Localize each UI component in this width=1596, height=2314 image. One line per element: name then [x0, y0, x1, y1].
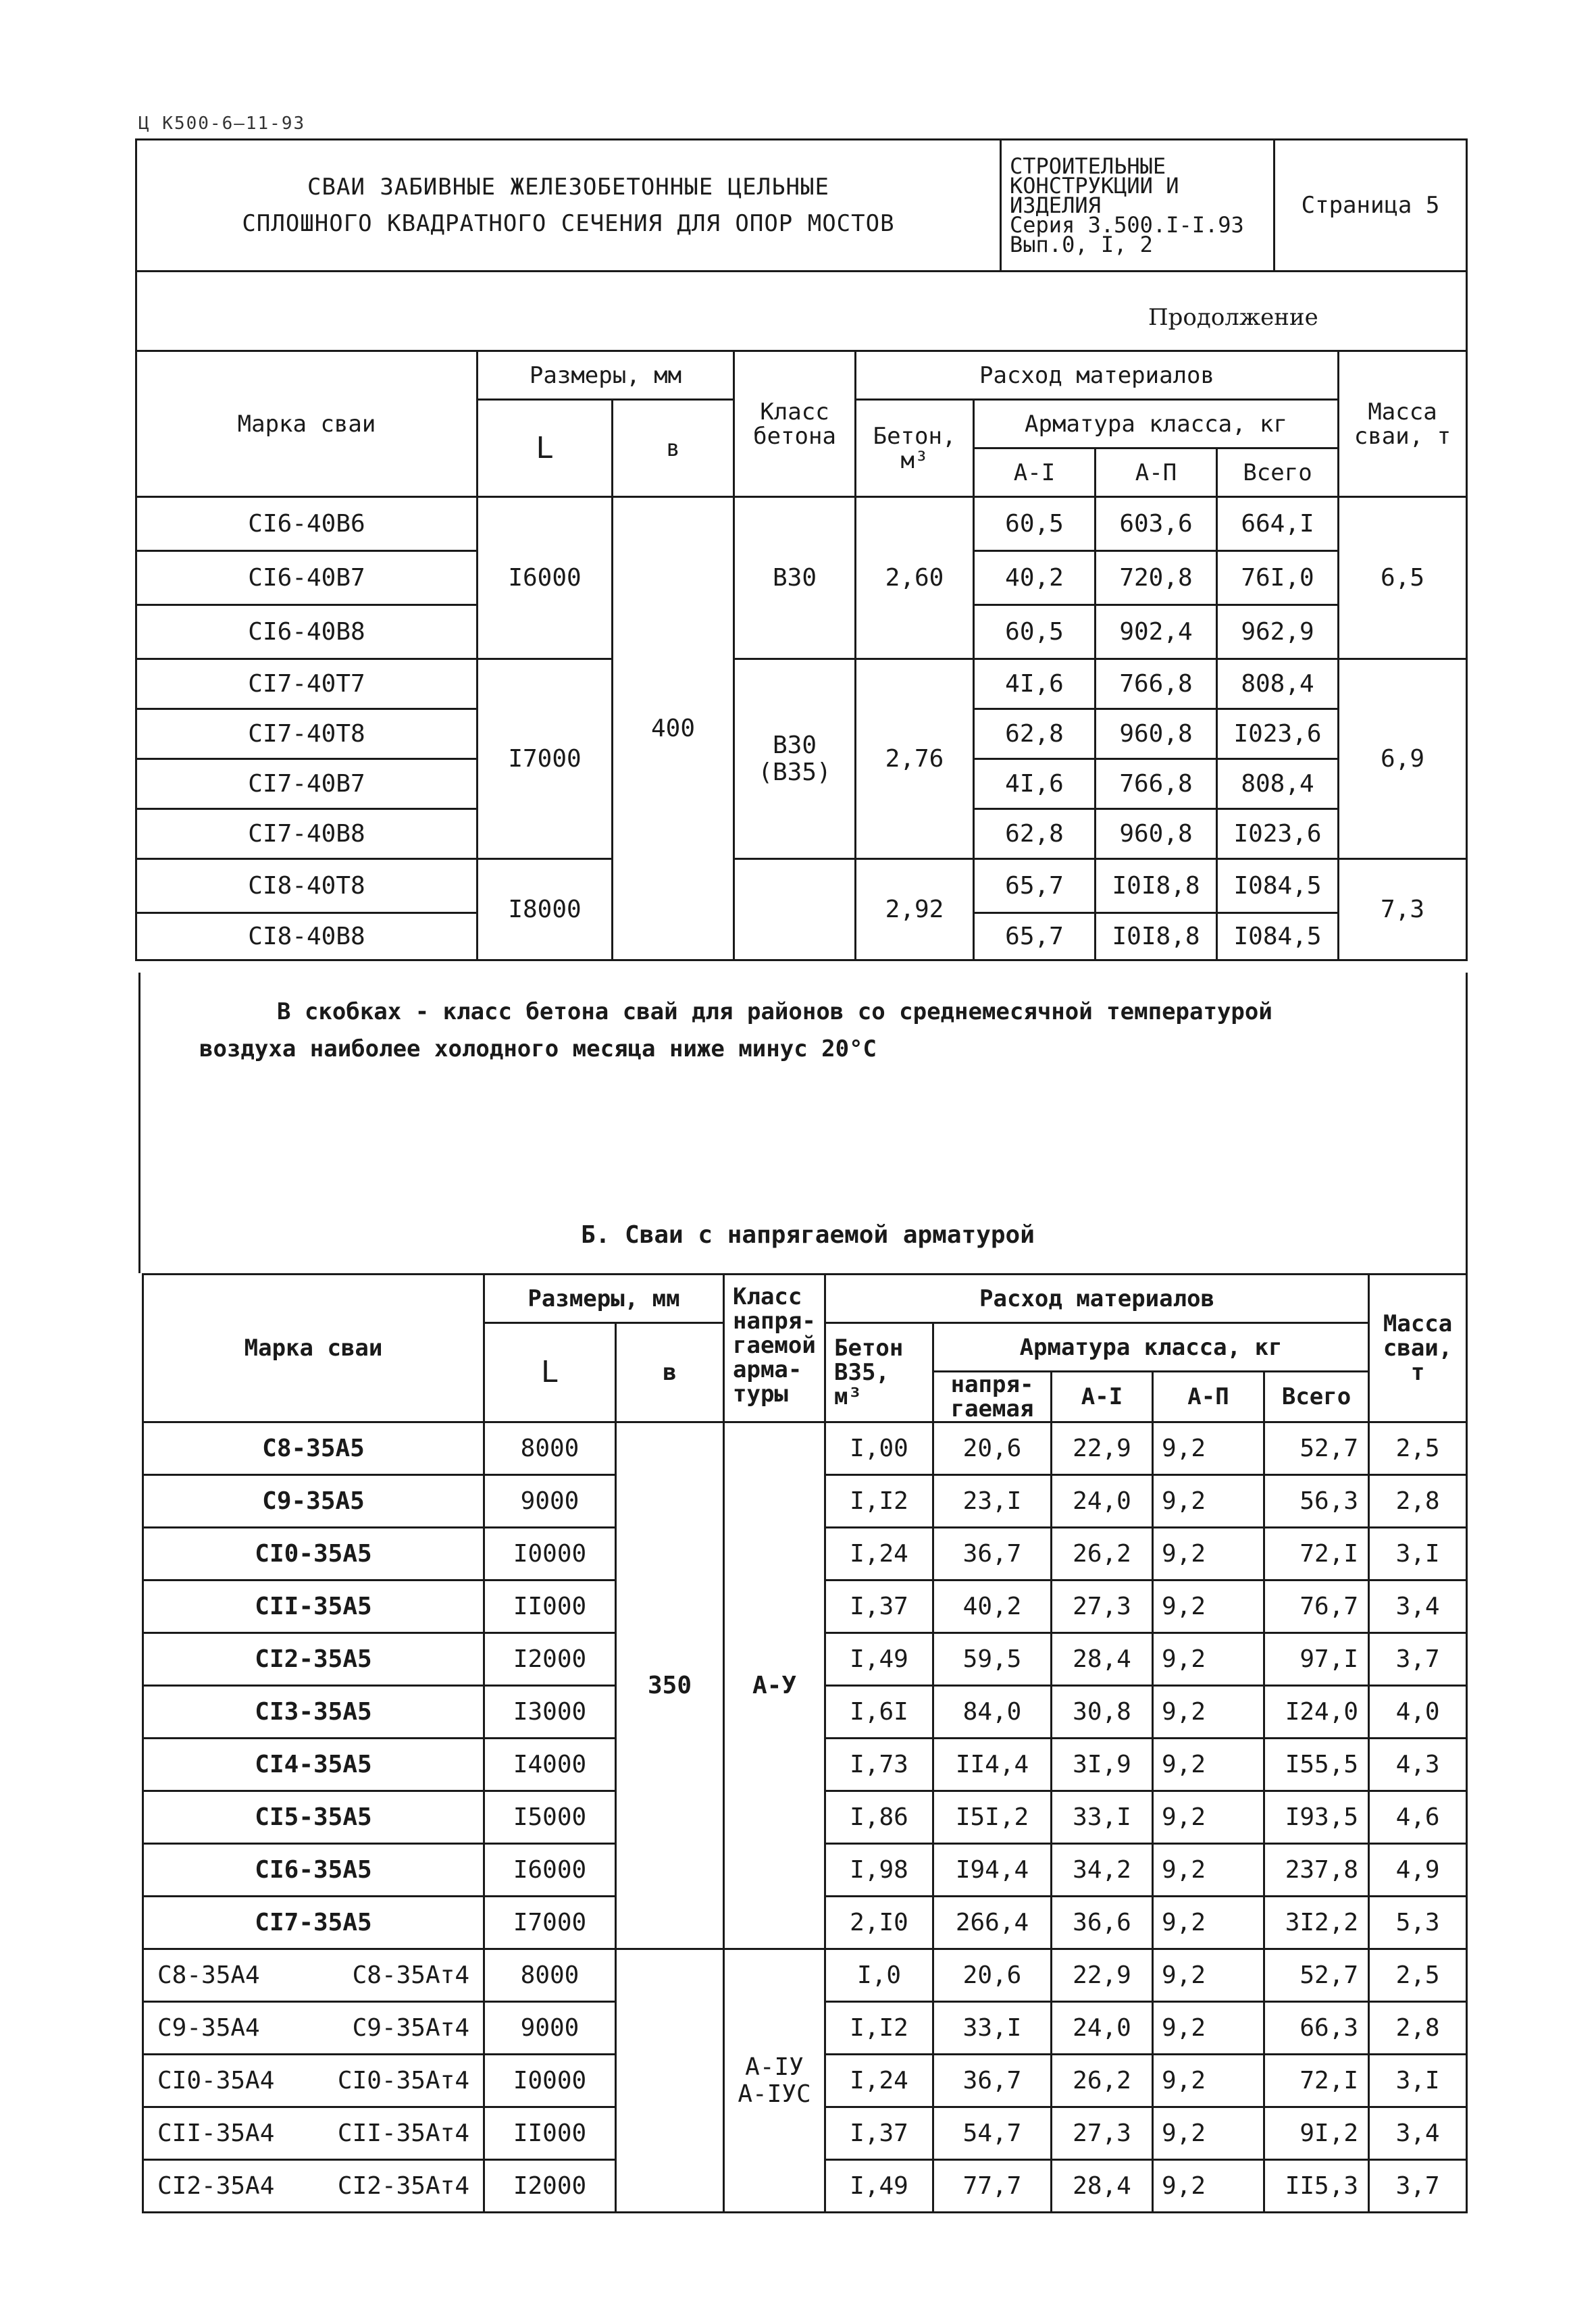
prestressed-cell: 20,6 [933, 1949, 1052, 2002]
total-cell: 52,7 [1264, 1949, 1369, 2002]
mass-cell: 3,7 [1369, 2160, 1467, 2213]
prestressed-cell: I94,4 [933, 1844, 1052, 1897]
mass-cell: 4,0 [1369, 1686, 1467, 1739]
mass-cell: 3,4 [1369, 1580, 1467, 1633]
tendon-class-cell [724, 1949, 825, 2213]
pile-mark-alt: СI0-35Ат4 [337, 2066, 469, 2094]
a2-cell: 9,2 [1153, 1422, 1264, 1475]
pile-mark-alt: С9-35Ат4 [352, 2013, 469, 2042]
total-cell: 97,I [1264, 1633, 1369, 1686]
length-cell: I5000 [484, 1791, 616, 1844]
total-cell: 9I,2 [1264, 2107, 1369, 2160]
a1-cell: 62,8 [974, 809, 1096, 859]
pile-mark: СI6-40В6 [136, 497, 478, 551]
total-cell: I55,5 [1264, 1739, 1369, 1791]
tendon-class-cell: А-У [724, 1422, 825, 1949]
total-cell: I023,6 [1217, 709, 1339, 759]
concrete-cell: 2,76 [856, 659, 974, 859]
concrete-cell: I,I2 [825, 1475, 933, 1528]
pile-mark: СI2-35А4 [157, 2171, 275, 2200]
prestressed-cell: 36,7 [933, 2055, 1052, 2107]
a2-cell: 960,8 [1096, 709, 1217, 759]
total-cell: 237,8 [1264, 1844, 1369, 1897]
concrete-cell: 2,I0 [825, 1897, 933, 1949]
pile-mark: С9-35А4 [157, 2013, 260, 2042]
class-value-cold: (В35) [758, 758, 831, 786]
header-consumption: Расход материалов [856, 351, 1339, 400]
concrete-cell: I,37 [825, 1580, 933, 1633]
table-concrete-piles [135, 350, 1468, 961]
header-dim-b: в [616, 1323, 724, 1422]
tendon-class-line-1: Класс [733, 1283, 802, 1310]
pile-mark-alt: СI2-35Ат4 [337, 2171, 469, 2200]
pile-mark: СI6-35А5 [143, 1844, 484, 1897]
mass-cell: 2,5 [1369, 1422, 1467, 1475]
prestressed-cell: 33,I [933, 2002, 1052, 2055]
pile-mark: С9-35А5 [143, 1475, 484, 1528]
pile-mark: СI5-35А5 [143, 1791, 484, 1844]
a2-cell: 9,2 [1153, 1844, 1264, 1897]
total-cell: 72,I [1264, 1528, 1369, 1580]
pile-mark: СI7-40В7 [136, 759, 478, 809]
section-b-title: Б. Сваи с напрягаемой арматурой [581, 1221, 1035, 1249]
prestressed-cell: 84,0 [933, 1686, 1052, 1739]
table-row [136, 659, 1467, 709]
concrete-cell: I,6I [825, 1686, 933, 1739]
length-cell: I7000 [484, 1897, 616, 1949]
header-a2: А-П [1096, 448, 1217, 497]
pile-mark-pair [143, 2055, 484, 2107]
a2-cell: 720,8 [1096, 551, 1217, 605]
length-cell: I2000 [484, 2160, 616, 2213]
concrete-line-2: В35, [834, 1359, 890, 1386]
class-value: В30 [773, 731, 817, 759]
prestressed-cell: 266,4 [933, 1897, 1052, 1949]
mass-line-1: Масса [1383, 1310, 1453, 1337]
mass-cell: 3,I [1369, 1528, 1467, 1580]
concrete-line-1: Бетон [834, 1335, 904, 1362]
pile-mark: СII-35А4 [157, 2119, 275, 2147]
length-cell: I2000 [484, 1633, 616, 1686]
document-title [136, 140, 1001, 272]
length-cell: II000 [484, 2107, 616, 2160]
total-cell: I023,6 [1217, 809, 1339, 859]
prestressed-line-1: напря- [950, 1371, 1034, 1398]
length-cell: 9000 [484, 1475, 616, 1528]
width-cell-empty [616, 1949, 724, 2213]
a2-cell: 9,2 [1153, 1475, 1264, 1528]
header-dim-l: L [478, 400, 613, 497]
a2-cell: I0I8,8 [1096, 859, 1217, 913]
header-mark: Марка сваи [143, 1275, 484, 1422]
document-code: Ц K500-6—11-93 [138, 113, 306, 134]
header-mass [1369, 1275, 1467, 1422]
total-cell: 52,7 [1264, 1422, 1369, 1475]
a2-cell: 9,2 [1153, 2160, 1264, 2213]
pile-mark: СI7-40Т7 [136, 659, 478, 709]
pile-mark: С8-35А5 [143, 1422, 484, 1475]
pile-mark-pair [143, 2160, 484, 2213]
a1-cell: 26,2 [1052, 1528, 1153, 1580]
tendon-class-value-2: А-IУС [738, 2080, 811, 2108]
series-line-3: ИЗДЕЛИЯ [1010, 192, 1101, 218]
length-cell: 8000 [484, 1422, 616, 1475]
length-cell: I0000 [484, 1528, 616, 1580]
pile-mark: СI6-40В7 [136, 551, 478, 605]
a1-cell: 60,5 [974, 497, 1096, 551]
a1-cell: 60,5 [974, 605, 1096, 659]
pile-mark: СI3-35А5 [143, 1686, 484, 1739]
header-a1: А-I [974, 448, 1096, 497]
mass-cell: 3,4 [1369, 2107, 1467, 2160]
a2-cell: 9,2 [1153, 1633, 1264, 1686]
prestressed-cell: 77,7 [933, 2160, 1052, 2213]
a2-cell: 766,8 [1096, 659, 1217, 709]
concrete-cell: I,49 [825, 1633, 933, 1686]
header-dims: Размеры, мм [478, 351, 734, 400]
pile-mark: СI7-40Т8 [136, 709, 478, 759]
table-row [136, 497, 1467, 551]
header-concrete [825, 1323, 933, 1422]
pile-mark: СI7-40В8 [136, 809, 478, 859]
total-cell: 808,4 [1217, 659, 1339, 709]
prestressed-cell: 20,6 [933, 1422, 1052, 1475]
a1-cell: 36,6 [1052, 1897, 1153, 1949]
pile-mark-alt: СII-35Ат4 [337, 2119, 469, 2147]
mass-cell: 6,9 [1339, 659, 1467, 859]
concrete-cell: I,0 [825, 1949, 933, 2002]
pile-mark: СI8-40Т8 [136, 859, 478, 913]
tendon-class-line-2: напря- [733, 1308, 816, 1335]
concrete-cell: 2,92 [856, 859, 974, 960]
table-row [136, 859, 1467, 913]
length-cell: I6000 [484, 1844, 616, 1897]
mass-cell: 2,5 [1369, 1949, 1467, 2002]
a1-cell: 28,4 [1052, 2160, 1153, 2213]
total-cell: 808,4 [1217, 759, 1339, 809]
series-line-4: Серия 3.500.I-I.93 [1010, 211, 1244, 238]
class-cell [734, 659, 856, 859]
a2-cell: 9,2 [1153, 2055, 1264, 2107]
header-prestressed [933, 1372, 1052, 1422]
prestressed-cell: 23,I [933, 1475, 1052, 1528]
a1-cell: 40,2 [974, 551, 1096, 605]
total-cell: 72,I [1264, 2055, 1369, 2107]
header-tendon-class [724, 1275, 825, 1422]
length-cell: II000 [484, 1580, 616, 1633]
concrete-cell: 2,60 [856, 497, 974, 659]
pile-mark: СI0-35А4 [157, 2066, 275, 2094]
mass-cell: 6,5 [1339, 497, 1467, 659]
a2-cell: 9,2 [1153, 1791, 1264, 1844]
prestressed-cell: 59,5 [933, 1633, 1052, 1686]
a1-cell: 33,I [1052, 1791, 1153, 1844]
concrete-cell: I,73 [825, 1739, 933, 1791]
header-consumption: Расход материалов [825, 1275, 1369, 1323]
mass-cell: 5,3 [1369, 1897, 1467, 1949]
total-cell: 962,9 [1217, 605, 1339, 659]
width-cell: 350 [616, 1422, 724, 1949]
pile-mark-pair [143, 1949, 484, 2002]
prestressed-cell: II4,4 [933, 1739, 1052, 1791]
title-line-1: СВАИ ЗАБИВНЫЕ ЖЕЛЕЗОБЕТОННЫЕ ЦЕЛЬНЫЕ [307, 174, 829, 201]
concrete-line-3: м³ [834, 1383, 862, 1410]
tendon-class-line-3: гаемой [733, 1332, 816, 1359]
total-cell: II5,3 [1264, 2160, 1369, 2213]
header-total: Всего [1217, 448, 1339, 497]
tendon-class-line-5: туры [733, 1381, 788, 1408]
a2-cell: 960,8 [1096, 809, 1217, 859]
header-concrete-class: Класс бетона [734, 351, 856, 497]
a2-cell: 9,2 [1153, 1739, 1264, 1791]
concrete-cell: I,86 [825, 1791, 933, 1844]
pile-mark: СI8-40В8 [136, 913, 478, 960]
length-cell: I8000 [478, 859, 613, 960]
header-mass: Масса сваи, т [1339, 351, 1467, 497]
concrete-cell: I,37 [825, 2107, 933, 2160]
a2-cell: 9,2 [1153, 1686, 1264, 1739]
concrete-cell: I,98 [825, 1844, 933, 1897]
mass-line-3: т [1410, 1359, 1425, 1386]
class-cell-empty [734, 859, 856, 960]
concrete-cell: I,I2 [825, 2002, 933, 2055]
pile-mark: СII-35А5 [143, 1580, 484, 1633]
a2-cell: I0I8,8 [1096, 913, 1217, 960]
prestressed-line-2: гаемая [950, 1395, 1034, 1422]
concrete-cell: I,24 [825, 2055, 933, 2107]
concrete-cell: I,49 [825, 2160, 933, 2213]
a1-cell: 24,0 [1052, 1475, 1153, 1528]
a2-cell: 9,2 [1153, 2002, 1264, 2055]
header-dim-l: L [484, 1323, 616, 1422]
a1-cell: 28,4 [1052, 1633, 1153, 1686]
mass-cell: 2,8 [1369, 2002, 1467, 2055]
a1-cell: 26,2 [1052, 2055, 1153, 2107]
continuation-label: Продолжение [1148, 304, 1318, 331]
pile-mark: СI0-35А5 [143, 1528, 484, 1580]
a1-cell: 65,7 [974, 913, 1096, 960]
pile-mark: СI4-35А5 [143, 1739, 484, 1791]
a1-cell: 62,8 [974, 709, 1096, 759]
page-number: Страница 5 [1275, 140, 1467, 272]
total-cell: 76,7 [1264, 1580, 1369, 1633]
a1-cell: 3I,9 [1052, 1739, 1153, 1791]
mass-cell: 7,3 [1339, 859, 1467, 960]
length-cell: I4000 [484, 1739, 616, 1791]
title-block [135, 138, 1468, 272]
length-cell: 9000 [484, 2002, 616, 2055]
a1-cell: 34,2 [1052, 1844, 1153, 1897]
series-line-5: Вып.0, I, 2 [1010, 231, 1153, 257]
length-cell: I3000 [484, 1686, 616, 1739]
a2-cell: 9,2 [1153, 1580, 1264, 1633]
total-cell: I24,0 [1264, 1686, 1369, 1739]
concrete-cell: I,00 [825, 1422, 933, 1475]
a1-cell: 65,7 [974, 859, 1096, 913]
a2-cell: 902,4 [1096, 605, 1217, 659]
concrete-cell: I,24 [825, 1528, 933, 1580]
mass-cell: 2,8 [1369, 1475, 1467, 1528]
title-line-2: СПЛОШНОГО КВАДРАТНОГО СЕЧЕНИЯ ДЛЯ ОПОР МОСТОВ [242, 210, 895, 237]
a1-cell: 4I,6 [974, 759, 1096, 809]
header-a2: А-П [1153, 1372, 1264, 1422]
a1-cell: 4I,6 [974, 659, 1096, 709]
header-mark: Марка сваи [136, 351, 478, 497]
header-rebar: Арматура класса, кг [974, 400, 1339, 448]
note-line-1: В скобках - класс бетона свай для районов со среднемесячной температурой [277, 998, 1272, 1025]
a2-cell: 603,6 [1096, 497, 1217, 551]
pile-mark: СI2-35А5 [143, 1633, 484, 1686]
length-cell: 8000 [484, 1949, 616, 2002]
prestressed-cell: 36,7 [933, 1528, 1052, 1580]
series-info [1001, 140, 1275, 272]
table-row [143, 1949, 1467, 2002]
header-rebar: Арматура класса, кг [933, 1323, 1369, 1372]
a1-cell: 24,0 [1052, 2002, 1153, 2055]
length-cell: I6000 [478, 497, 613, 659]
header-concrete: Бетон, м³ [856, 400, 974, 497]
a2-cell: 9,2 [1153, 2107, 1264, 2160]
total-cell: 3I2,2 [1264, 1897, 1369, 1949]
total-cell: I084,5 [1217, 859, 1339, 913]
pile-mark-pair [143, 2002, 484, 2055]
total-cell: 76I,0 [1217, 551, 1339, 605]
a1-cell: 30,8 [1052, 1686, 1153, 1739]
a2-cell: 766,8 [1096, 759, 1217, 809]
mass-cell: 4,3 [1369, 1739, 1467, 1791]
note-line-2: воздуха наиболее холодного месяца ниже минус 20°С [199, 1035, 877, 1062]
total-cell: I93,5 [1264, 1791, 1369, 1844]
mass-cell: 3,I [1369, 2055, 1467, 2107]
width-cell: 400 [613, 497, 734, 960]
length-cell: I7000 [478, 659, 613, 859]
mass-line-2: сваи, [1383, 1335, 1453, 1362]
prestressed-cell: 40,2 [933, 1580, 1052, 1633]
header-dims: Размеры, мм [484, 1275, 724, 1323]
prestressed-cell: 54,7 [933, 2107, 1052, 2160]
table-prestressed-piles [142, 1273, 1468, 2213]
pile-mark: СI6-40В8 [136, 605, 478, 659]
series-line-2: КОНСТРУКЦИИ И [1010, 172, 1179, 199]
table-row [143, 1422, 1467, 1475]
a1-cell: 22,9 [1052, 1949, 1153, 2002]
class-cell: В30 [734, 497, 856, 659]
header-a1: А-I [1052, 1372, 1153, 1422]
tendon-class-line-4: арма- [733, 1356, 802, 1383]
header-dim-b: в [613, 400, 734, 497]
pile-mark: С8-35А4 [157, 1961, 260, 1989]
total-cell: 66,3 [1264, 2002, 1369, 2055]
mass-cell: 4,9 [1369, 1844, 1467, 1897]
a2-cell: 9,2 [1153, 1897, 1264, 1949]
total-cell: I084,5 [1217, 913, 1339, 960]
total-cell: 56,3 [1264, 1475, 1369, 1528]
mass-cell: 3,7 [1369, 1633, 1467, 1686]
a1-cell: 27,3 [1052, 2107, 1153, 2160]
a2-cell: 9,2 [1153, 1528, 1264, 1580]
total-cell: 664,I [1217, 497, 1339, 551]
prestressed-cell: I5I,2 [933, 1791, 1052, 1844]
tendon-class-value-1: А-IУ [745, 2053, 804, 2081]
mass-cell: 4,6 [1369, 1791, 1467, 1844]
series-line-1: СТРОИТЕЛЬНЫЕ [1010, 153, 1166, 179]
pile-mark-alt: С8-35Ат4 [352, 1961, 469, 1989]
a1-cell: 22,9 [1052, 1422, 1153, 1475]
length-cell: I0000 [484, 2055, 616, 2107]
pile-mark: СI7-35А5 [143, 1897, 484, 1949]
pile-mark-pair [143, 2107, 484, 2160]
header-total: Всего [1264, 1372, 1369, 1422]
a2-cell: 9,2 [1153, 1949, 1264, 2002]
a1-cell: 27,3 [1052, 1580, 1153, 1633]
